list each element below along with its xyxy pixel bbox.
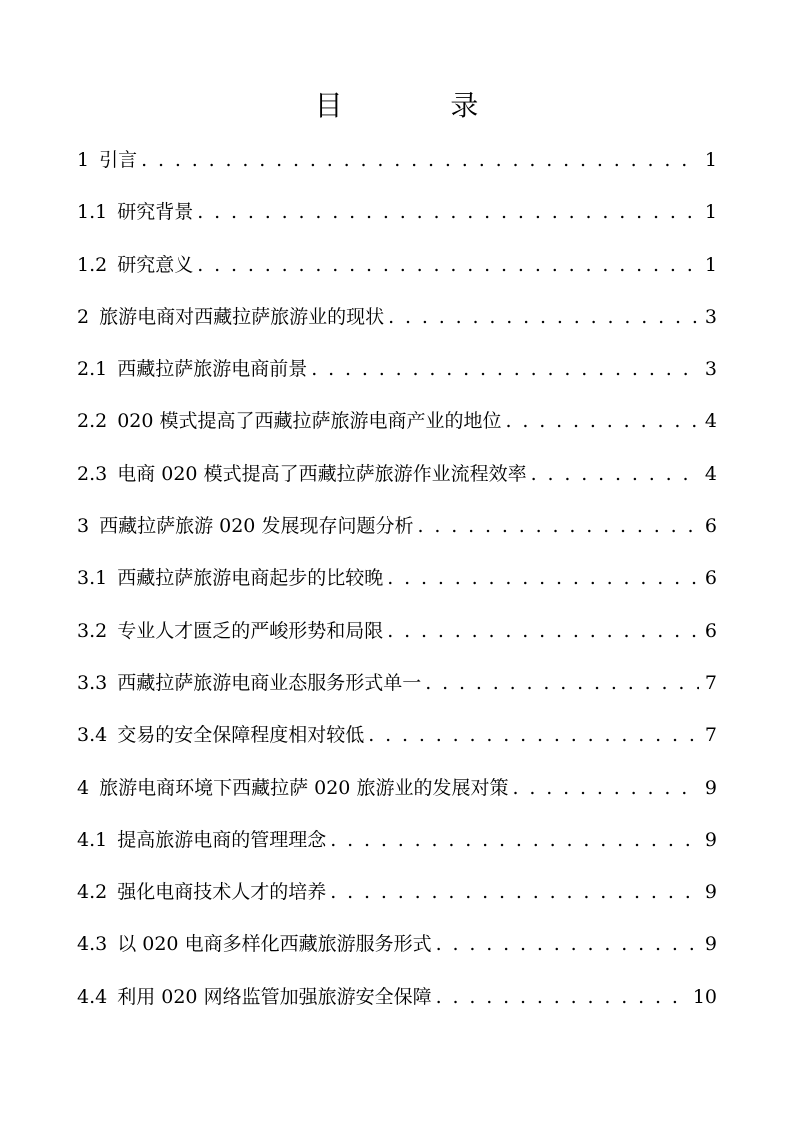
toc-entry-number: 3.3 bbox=[77, 671, 108, 694]
toc-entry-page: 9 bbox=[704, 776, 717, 799]
toc-dot-leader bbox=[425, 663, 699, 703]
toc-dot-leader bbox=[436, 977, 687, 1017]
toc-entry-page: 1 bbox=[704, 201, 717, 224]
toc-entry-page: 1 bbox=[704, 253, 717, 276]
toc-entry bbox=[77, 506, 717, 558]
toc-dot-leader bbox=[141, 140, 699, 180]
toc-entry-page: 7 bbox=[704, 671, 717, 694]
toc-entry-number: 2.3 bbox=[77, 462, 108, 485]
toc-entry-title: 专业人才匮乏的严峻形势和局限 bbox=[117, 619, 384, 642]
toc-entry-number: 2.2 bbox=[77, 410, 108, 433]
toc-entry-number: 1 bbox=[77, 149, 90, 171]
toc-entry-page: 9 bbox=[704, 881, 717, 904]
toc-entry-title: 西藏拉萨旅游电商起步的比较晚 bbox=[117, 567, 384, 590]
toc-entry-number: 4.3 bbox=[77, 933, 108, 956]
toc-dot-leader bbox=[368, 715, 699, 755]
toc-entry-title: 西藏拉萨旅游 020 发展现存问题分析 bbox=[99, 515, 414, 538]
toc-dot-leader bbox=[388, 297, 699, 337]
toc-dot-leader bbox=[330, 820, 699, 860]
toc-dot-leader bbox=[311, 349, 699, 389]
toc-entry bbox=[77, 611, 717, 663]
toc-dot-leader bbox=[417, 506, 698, 546]
toc-dot-leader bbox=[436, 924, 699, 964]
toc-entry bbox=[77, 558, 717, 610]
toc-entry-number: 2 bbox=[77, 305, 90, 328]
toc-list bbox=[77, 140, 717, 1029]
toc-entry-title: 利用 020 网络监管加强旅游安全保障 bbox=[117, 985, 432, 1008]
toc-entry bbox=[77, 192, 717, 244]
toc-entry-page: 3 bbox=[704, 305, 717, 328]
toc-entry-number: 4 bbox=[77, 776, 90, 799]
toc-entry-page: 9 bbox=[704, 828, 717, 851]
toc-entry-title: 电商 020 模式提高了西藏拉萨旅游作业流程效率 bbox=[117, 462, 527, 485]
toc-dot-leader bbox=[197, 245, 699, 285]
toc-entry-title: 研究背景 bbox=[117, 201, 194, 224]
toc-entry-number: 3.1 bbox=[77, 567, 108, 590]
toc-entry-page: 4 bbox=[704, 462, 717, 485]
toc-dot-leader bbox=[330, 872, 699, 912]
toc-dot-leader bbox=[531, 454, 699, 494]
toc-entry bbox=[77, 454, 717, 506]
toc-entry-page: 4 bbox=[704, 410, 717, 433]
toc-entry bbox=[77, 715, 717, 767]
toc-entry-number: 3.4 bbox=[77, 724, 108, 747]
toc-entry bbox=[77, 768, 717, 820]
toc-entry-title: 020 模式提高了西藏拉萨旅游电商产业的地位 bbox=[117, 410, 502, 433]
toc-entry bbox=[77, 297, 717, 349]
toc-entry-page: 7 bbox=[704, 724, 717, 747]
toc-entry-title: 以 020 电商多样化西藏旅游服务形式 bbox=[117, 933, 432, 956]
toc-entry bbox=[77, 820, 717, 872]
toc-entry-number: 3.2 bbox=[77, 619, 108, 642]
toc-dot-leader bbox=[197, 192, 699, 232]
toc-entry-title: 旅游电商环境下西藏拉萨 020 旅游业的发展对策 bbox=[99, 776, 509, 799]
toc-entry-page: 9 bbox=[704, 933, 717, 956]
toc-entry-page: 1 bbox=[704, 149, 717, 171]
toc-entry bbox=[77, 140, 717, 192]
toc-entry-title: 强化电商技术人才的培养 bbox=[117, 881, 327, 904]
toc-entry-page: 10 bbox=[692, 985, 717, 1008]
toc-entry-number: 2.1 bbox=[77, 358, 108, 381]
toc-entry-title: 西藏拉萨旅游电商业态服务形式单一 bbox=[117, 671, 422, 694]
toc-entry-page: 6 bbox=[704, 619, 717, 642]
toc-entry-number: 4.1 bbox=[77, 828, 108, 851]
toc-entry bbox=[77, 872, 717, 924]
toc-dot-leader bbox=[506, 401, 699, 441]
toc-title: 目 录 bbox=[314, 89, 509, 122]
toc-entry-title: 引言 bbox=[99, 149, 138, 171]
toc-entry-title: 研究意义 bbox=[117, 253, 194, 276]
toc-dot-leader bbox=[512, 768, 698, 808]
toc-entry bbox=[77, 401, 717, 453]
toc-entry-number: 4.2 bbox=[77, 881, 108, 904]
toc-entry bbox=[77, 245, 717, 297]
toc-entry-title: 交易的安全保障程度相对较低 bbox=[117, 724, 365, 747]
toc-entry-number: 4.4 bbox=[77, 985, 108, 1008]
toc-entry-title: 西藏拉萨旅游电商前景 bbox=[117, 358, 308, 381]
toc-entry-title: 提高旅游电商的管理理念 bbox=[117, 828, 327, 851]
toc-entry-number: 1.2 bbox=[77, 253, 108, 276]
toc-entry-page: 6 bbox=[704, 515, 717, 538]
toc-entry bbox=[77, 977, 717, 1029]
toc-entry bbox=[77, 663, 717, 715]
toc-entry bbox=[77, 349, 717, 401]
toc-entry-number: 3 bbox=[77, 515, 90, 538]
toc-entry-page: 6 bbox=[704, 567, 717, 590]
toc-entry-number: 1.1 bbox=[77, 201, 108, 224]
toc-entry-title: 旅游电商对西藏拉萨旅游业的现状 bbox=[99, 305, 385, 328]
toc-dot-leader bbox=[387, 558, 699, 598]
toc-entry bbox=[77, 924, 717, 976]
toc-dot-leader bbox=[387, 611, 699, 651]
toc-entry-page: 3 bbox=[704, 358, 717, 381]
